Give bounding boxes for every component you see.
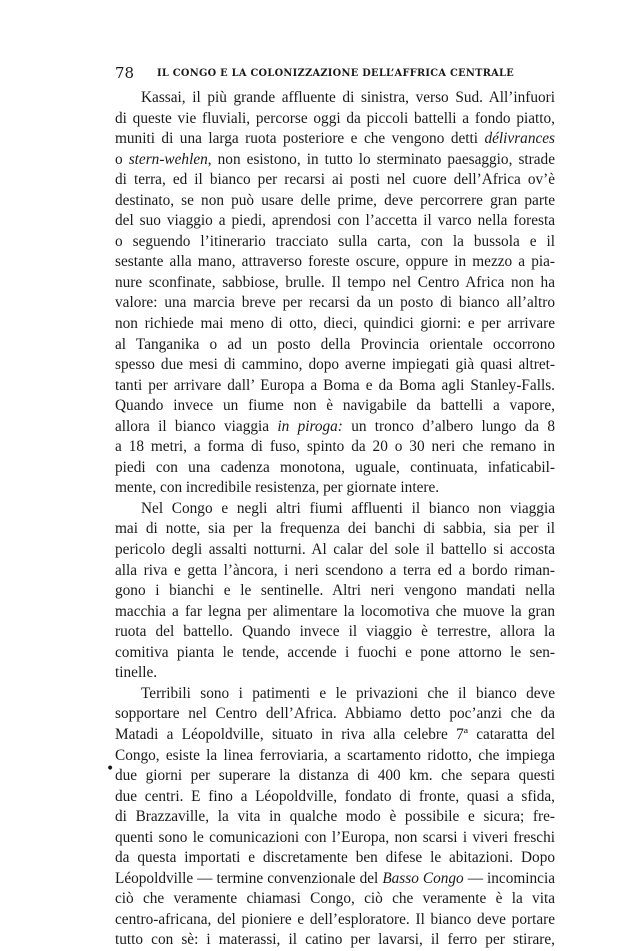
text-line (115, 725, 555, 746)
text-segment: spesso due mesi di cammino, dopo averne impiegati già quasi altret- (115, 356, 555, 374)
text-line (115, 355, 555, 376)
text-line (115, 335, 555, 356)
text-segment: ciò che veramente chiamasi Congo, ciò che veramente è la vita (115, 890, 555, 908)
text-line (115, 396, 555, 417)
text-segment: , non esistono, in tutto lo sterminato paesaggio, strade (207, 150, 555, 168)
text-segment: da questa importati e discretamente ben difese le abitazioni. Dopo (115, 849, 555, 867)
italic-term: Basso Congo (382, 869, 464, 887)
text-line (115, 232, 555, 253)
text-line (115, 478, 555, 499)
text-segment: — incomincia (463, 869, 555, 887)
text-line (115, 807, 555, 828)
text-line (115, 930, 555, 951)
text-line (115, 519, 555, 540)
paragraph (115, 88, 555, 499)
text-segment: nure sconfinate, sabbiose, brulle. Il tempo nel Centro Africa non ha (115, 273, 555, 291)
text-line (115, 314, 555, 335)
text-segment: a 18 metri, a forma di fuso, spinto da 20 o 30 neri che remano in (115, 438, 555, 456)
text-line (115, 540, 555, 561)
italic-term: in piroga: (277, 417, 343, 435)
text-segment: Léopoldville — termine convenzionale del (115, 869, 383, 887)
text-line (115, 787, 555, 808)
text-segment: non richiede mai meno di otto, dieci, quindici giorni: e per arrivare (115, 315, 555, 333)
paragraph (115, 684, 555, 951)
text-segment: comitiva pianta le tende, accende i fuochi e pone attorno le sen- (115, 643, 555, 661)
text-segment: o (115, 150, 129, 168)
text-line (115, 191, 555, 212)
italic-term: stern-wehlen (128, 150, 208, 168)
text-line (115, 150, 555, 171)
text-line (115, 746, 555, 767)
text-segment: Matadi a Léopoldville, situato in riva alla celebre 7ª cataratta del (115, 725, 555, 743)
text-segment: macchia a far legna per alimentare la locomotiva che muove la gran (115, 602, 555, 620)
text-line (115, 458, 555, 479)
text-line (115, 252, 555, 273)
text-segment: allora il bianco viaggia (115, 417, 278, 435)
running-title: IL CONGO E LA COLONIZZAZIONE DELL’AFFRICA CENTRALE (157, 68, 515, 79)
text-segment: centro-africana, del pioniere e dell’esploratore. Il bianco deve portare (115, 910, 555, 928)
text-line (115, 643, 555, 664)
text-line (115, 622, 555, 643)
text-segment: pericolo degli assalti notturni. Al calar del sole il battello si accosta (115, 541, 555, 559)
text-line (115, 766, 555, 787)
text-line (115, 663, 555, 684)
paragraph (115, 499, 555, 684)
text-segment: Quando invece un fiume non è navigabile da battelli a vapore, (115, 397, 555, 415)
text-segment: sopportare nel Centro dell’Africa. Abbiamo detto poc’anzi che da (115, 705, 555, 723)
text-line (115, 684, 555, 705)
text-line (115, 848, 555, 869)
text-segment: del suo viaggio a piedi, aprendosi con l’accetta il varco nella foresta (115, 212, 555, 230)
text-segment: piedi con una cadenza monotona, uguale, continuata, infaticabil- (115, 458, 555, 476)
text-segment: di Brazzaville, la vita in qualche modo è possibile e sicura; fre- (115, 808, 555, 826)
text-segment: valore: una marcia breve per recarsi da un posto di bianco all’altro (115, 294, 555, 312)
text-segment: tinelle. (115, 664, 158, 682)
text-segment: tutto con sè: i materassi, il catino per lavarsi, il ferro per stirare, (115, 931, 555, 949)
text-line (115, 910, 555, 931)
margin-mark: • (106, 761, 115, 777)
text-segment: due centri. E fino a Léopoldville, fondato di fronte, quasi a sfida, (115, 787, 555, 805)
text-segment: un tronco d’albero lungo da 8 (342, 417, 556, 435)
text-segment: mai di notte, sia per la frequenza dei banchi di sabbia, sia per il (115, 520, 555, 538)
text-segment: mente, con incredibile resistenza, per giornate intere. (115, 479, 440, 497)
text-segment: quenti sono le comunicazioni con l’Europa, non scarsi i viveri freschi (115, 828, 555, 846)
text-segment: al Tanganika o ad un posto della Provincia orientale occorrono (115, 335, 555, 353)
text-segment: due giorni per superare la distanza di 400 km. che separa questi (115, 767, 555, 785)
text-line (115, 602, 555, 623)
text-segment: destinato, se non può usare delle prime, deve percorrere gran parte (115, 191, 555, 209)
text-line (115, 88, 555, 109)
body-text (115, 88, 555, 951)
text-segment: gono i bianchi e le sentinelle. Altri neri vengono mandati nella (115, 582, 555, 600)
text-segment: alla riva e getta l’àncora, i neri scendono a terra ed a bordo riman- (115, 561, 555, 579)
text-segment: di queste vie fluviali, percorse oggi da piccoli battelli a fondo piatto, (115, 109, 555, 127)
text-segment: tanti per arrivare dall’ Europa a Boma e da Boma agli Stanley-Falls. (115, 376, 555, 394)
text-segment: muniti di una larga ruota posteriore e che vengono detti (115, 130, 485, 148)
text-line (115, 704, 555, 725)
text-line (115, 499, 555, 520)
text-segment: ruota del battello. Quando invece il viaggio è terrestre, allora la (115, 623, 555, 641)
text-line (115, 273, 555, 294)
text-line (115, 211, 555, 232)
text-line (115, 417, 555, 438)
text-line (115, 869, 555, 890)
text-segment: Kassai, il più grande affluente di sinistra, verso Sud. All’infuori (141, 89, 555, 106)
text-line (115, 109, 555, 130)
text-line (115, 581, 555, 602)
text-line (115, 129, 555, 150)
text-segment: Nel Congo e negli altri fiumi affluenti il bianco non viaggia (141, 499, 555, 517)
text-line (115, 561, 555, 582)
text-line (115, 170, 555, 191)
text-segment: Terribili sono i patimenti e le privazioni che il bianco deve (141, 684, 555, 702)
page-number: 78 (115, 64, 135, 82)
text-line (115, 376, 555, 397)
italic-term: délivrances (484, 130, 555, 148)
text-segment: o seguendo l’itinerario tracciato sulla carta, con la bussola e il (115, 232, 555, 250)
text-line (115, 828, 555, 849)
text-line (115, 293, 555, 314)
text-segment: sestante alla mano, attraverso foreste oscure, oppure in mezzo a pia- (115, 253, 555, 271)
text-segment: Congo, esiste la linea ferroviaria, a scartamento ridotto, che impiega (115, 746, 555, 764)
text-segment: di terra, ed il bianco per recarsi ai posti nel cuore dell’Africa ov’è (115, 171, 555, 189)
running-header (115, 62, 555, 84)
text-line (115, 437, 555, 458)
